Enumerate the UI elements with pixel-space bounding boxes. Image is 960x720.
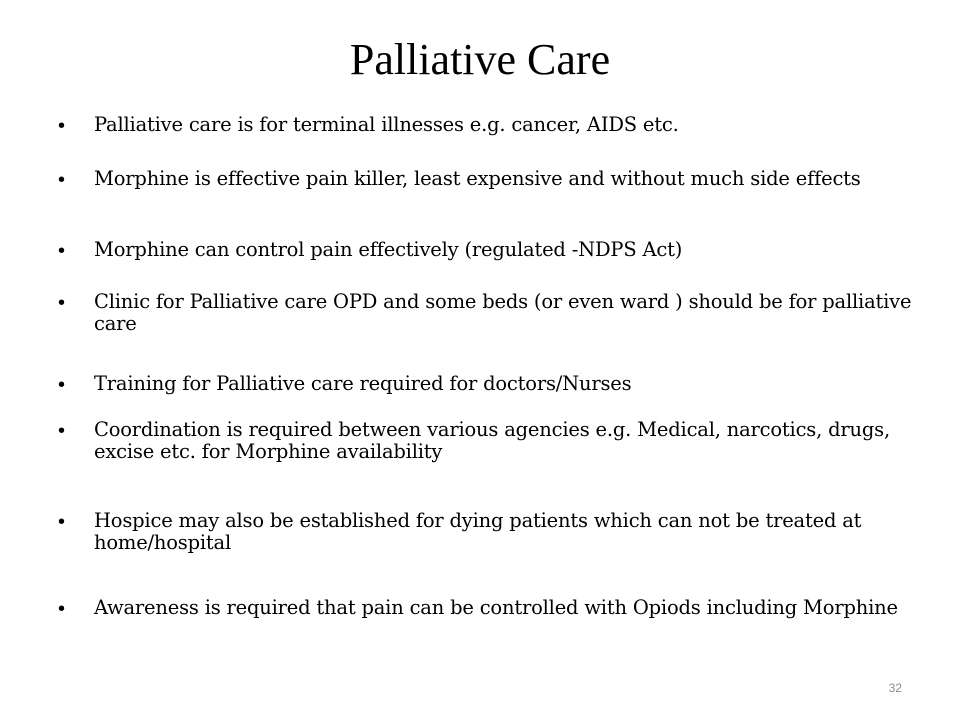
bullet-text: Hospice may also be established for dying patients which can not be treated at home/hospital [94, 509, 862, 554]
bullet-text: Awareness is required that pain can be controlled with Opiods including Morphine [94, 596, 898, 619]
bullet-item [58, 239, 918, 263]
bullet-item [58, 373, 918, 397]
bullet-text: Morphine is effective pain killer, least expensive and without much side effects [94, 167, 861, 190]
bullet-icon: • [58, 240, 66, 262]
bullet-text: Training for Palliative care required for doctors/Nurses [94, 372, 632, 395]
bullet-icon: • [58, 598, 66, 620]
bullet-text: Palliative care is for terminal illnesses e.g. cancer, AIDS etc. [94, 113, 679, 136]
bullet-text: Morphine can control pain effectively (regulated -NDPS Act) [94, 238, 683, 261]
bullet-item [58, 510, 918, 554]
bullet-icon: • [58, 511, 66, 533]
bullet-icon: • [58, 292, 66, 314]
bullet-item [58, 168, 918, 192]
page-number: 32 [888, 681, 902, 695]
bullet-icon: • [58, 169, 66, 191]
bullet-icon: • [58, 115, 66, 137]
bullet-item [58, 291, 918, 335]
bullet-item [58, 597, 918, 621]
slide-title: Palliative Care [349, 35, 611, 84]
bullet-icon: • [58, 374, 66, 396]
bullet-item [58, 114, 918, 138]
bullet-item [58, 419, 918, 463]
bullet-icon: • [58, 420, 66, 442]
bullet-text: Clinic for Palliative care OPD and some beds (or even ward ) should be for palliative care [94, 290, 912, 335]
bullet-text: Coordination is required between various agencies e.g. Medical, narcotics, drugs, excise etc. for Morphine availability [94, 418, 890, 463]
